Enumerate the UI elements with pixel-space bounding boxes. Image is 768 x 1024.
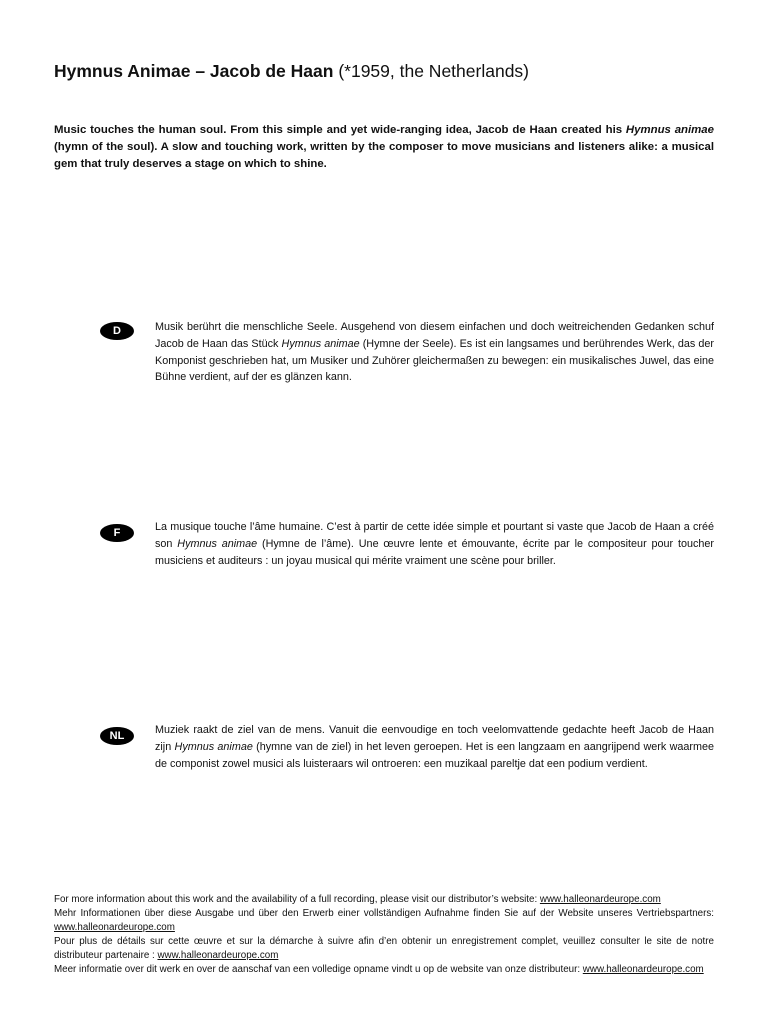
- description-text-before: La musique touche l’âme humaine. C’est à partir de cette idée simple et pourtant si vaste que Jacob de Haan a créé son: [155, 521, 714, 550]
- description-text-before: Muziek raakt de ziel van de mens. Vanuit die eenvoudige en toch veelomvattende gedachte heeft Jacob de Haan zijn: [155, 724, 714, 753]
- footer-info-text: Mehr Informationen über diese Ausgabe und über den Erwerb einer vollständigen Aufnahme finden Sie auf der Website unseres Vertriebspartners:: [54, 908, 714, 919]
- title-work-and-composer: Hymnus Animae – Jacob de Haan: [54, 61, 334, 81]
- distributor-website-link[interactable]: www.halleonardeurope.com: [582, 964, 704, 975]
- description-paragraph-fr: [155, 519, 714, 569]
- description-work-title: Hymnus animae: [281, 337, 360, 350]
- footer-info-fr: [54, 935, 714, 963]
- intro-work-title: Hymnus animae: [625, 124, 714, 136]
- footer-distributor-info: [54, 893, 714, 977]
- description-paragraph-nl: [155, 722, 714, 772]
- intro-text-before: Music touches the human soul. From this simple and yet wide-ranging idea, Jacob de Haan created his: [54, 124, 626, 136]
- footer-info-de: [54, 907, 714, 935]
- footer-info-text: Meer informatie over dit werk en over de aanschaf van een volledige opname vindt u op de website van onze distributeur:: [54, 964, 583, 975]
- footer-info-text: Pour plus de détails sur cette œuvre et sur la démarche à suivre afin d’en obtenir un enregistrement complet, veuillez consulter le site de notre distributeur partenaire :: [54, 936, 714, 961]
- description-text-after: (Hymne der Seele). Es ist ein langsames und berührendes Werk, das der Komponist geschrieben hat, um Musiker und Zuhörer gleichermaßen zu bewegen: ein musikalisches Juwel, das eine Bühne verdient, auf der es glänzen kann.: [155, 337, 715, 384]
- footer-info-nl: [54, 963, 714, 977]
- footer-info-en: [54, 893, 714, 907]
- description-paragraph-de: [155, 319, 714, 386]
- intro-paragraph-en: [54, 122, 714, 173]
- language-badge-d: D: [100, 322, 134, 340]
- description-text-before: Musik berührt die menschliche Seele. Ausgehend von diesem einfachen und doch weitreichenden Gedanken schuf Jacob de Haan das Stück: [155, 321, 714, 350]
- title-composer-origin: (*1959, the Netherlands): [338, 61, 529, 81]
- language-badge-nl: NL: [100, 727, 134, 745]
- description-text-after: (Hymne de l’âme). Une œuvre lente et émouvante, écrite par le compositeur pour toucher musiciens et auditeurs : un joyau musical qui mérite vraiment une scène pour briller.: [155, 537, 714, 567]
- footer-info-text: For more information about this work and the availability of a full recording, please visit our distributor’s website:: [54, 894, 540, 905]
- intro-text-after: (hymn of the soul). A slow and touching work, written by the composer to move musicians and listeners alike: a musical gem that truly deserves a stage on which to shine.: [54, 141, 714, 170]
- distributor-website-link[interactable]: www.halleonardeurope.com: [157, 950, 279, 961]
- page-title: [54, 60, 529, 82]
- distributor-website-link[interactable]: www.halleonardeurope.com: [539, 894, 661, 905]
- distributor-website-link[interactable]: www.halleonardeurope.com: [54, 922, 175, 933]
- description-work-title: Hymnus animae: [177, 537, 258, 550]
- description-work-title: Hymnus animae: [174, 740, 253, 753]
- language-badge-f: F: [100, 524, 134, 542]
- description-text-after: (hymne van de ziel) in het leven geroepen. Het is een langzaam en aangrijpend werk waarmee de componist zowel musici als luisteraars wil ontroeren: een muzikaal pareltje dat een podium verdient.: [155, 740, 714, 770]
